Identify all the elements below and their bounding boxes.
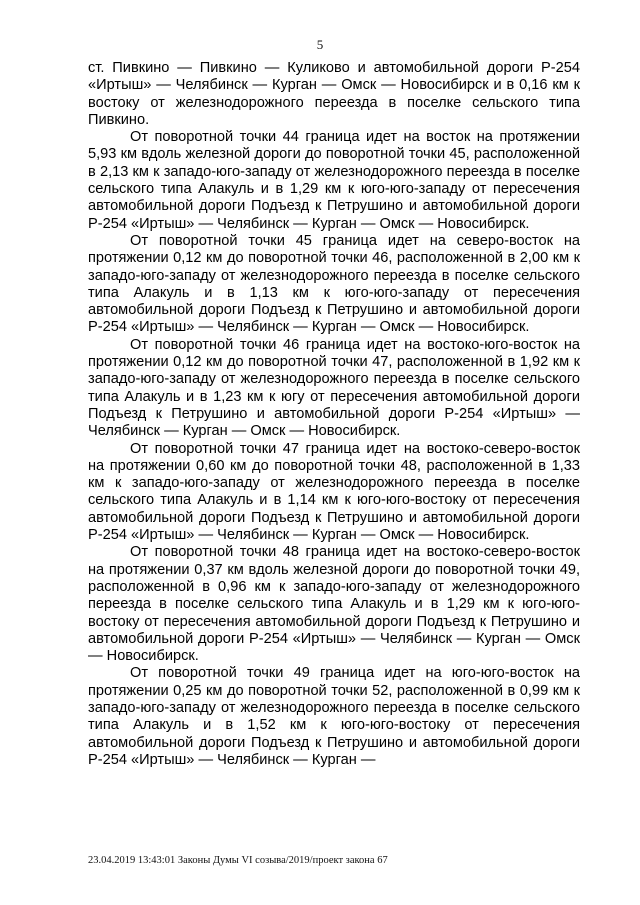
paragraph: От поворотной точки 44 граница идет на восток на протяжении 5,93 км вдоль железной дороги до поворотной точки 45, расположенной в 2,13 км к западо-юго-западу от железнодорожного переезда в поселке сельского типа Алакуль и в 1,29 км к юго-юго-западу от пересечения автомобильной дороги Подъезд к Петрушино и автомобильной дороги Р-254 «Иртыш» — Челябинск — Курган — Омск — Новосибирск.	[88, 129, 580, 232]
document-body	[88, 60, 580, 769]
paragraph-continuation: ст. Пивкино — Пивкино — Куликово и автомобильной дороги Р-254 «Иртыш» — Челябинск — Курган — Омск — Новосибирск и в 0,16 км к востоку от железнодорожного переезда в поселке сельского типа Пивкино.	[88, 60, 580, 128]
paragraph: От поворотной точки 45 граница идет на северо-восток на протяжении 0,12 км до поворотной точки 46, расположенной в 2,00 км к западо-юго-западу от железнодорожного переезда в поселке сельского типа Алакуль и в 1,13 км к юго-юго-западу от пересечения автомобильной дороги Подъезд к Петрушино и автомобильной дороги Р-254 «Иртыш» — Челябинск — Курган — Омск — Новосибирск.	[88, 232, 580, 336]
page-number: 5	[316, 37, 324, 52]
paragraph: От поворотной точки 46 граница идет на востоко-юго-восток на протяжении 0,12 км до поворотной точки 47, расположенной в 1,92 км к западо-юго-западу от железнодорожного переезда в поселке сельского типа Алакуль и в 1,23 км к югу от пересечения автомобильной дороги Подъезд к Петрушино и автомобильной дороги Р-254 «Иртыш» — Челябинск — Курган — Омск — Новосибирск.	[88, 336, 580, 440]
paragraph: От поворотной точки 49 граница идет на юго-юго-восток на протяжении 0,25 км до поворотной точки 52, расположенной в 0,99 км к западо-юго-западу от железнодорожного переезда в поселке сельского типа Алакуль и в 1,52 км к юго-юго-востоку от пересечения автомобильной дороги Подъезд к Петрушино и автомобильной дороги Р-254 «Иртыш» — Челябинск — Курган —	[88, 665, 580, 768]
paragraph: От поворотной точки 48 граница идет на востоко-северо-восток на протяжении 0,37 км вдоль железной дороги до поворотной точки 49, расположенной в 0,96 км к западо-юго-западу от железнодорожного переезда в поселке сельского типа Алакуль и в 1,29 км к юго-юго-востоку от пересечения автомобильной дороги Подъезд к Петрушино и автомобильной дороги Р-254 «Иртыш» — Челябинск — Курган — Омск — Новосибирск.	[88, 544, 580, 665]
page-footer: 23.04.2019 13:43:01 Законы Думы VI созыва/2019/проект закона 67	[88, 855, 388, 866]
paragraph: От поворотной точки 47 граница идет на востоко-северо-восток на протяжении 0,60 км до поворотной точки 48, расположенной в 1,33 км к западо-юго-западу от железнодорожного переезда в поселке сельского типа Алакуль и в 1,14 км к юго-юго-востоку от пересечения автомобильной дороги Подъезд к Петрушино и автомобильной дороги Р-254 «Иртыш» — Челябинск — Курган — Омск — Новосибирск.	[88, 440, 580, 544]
